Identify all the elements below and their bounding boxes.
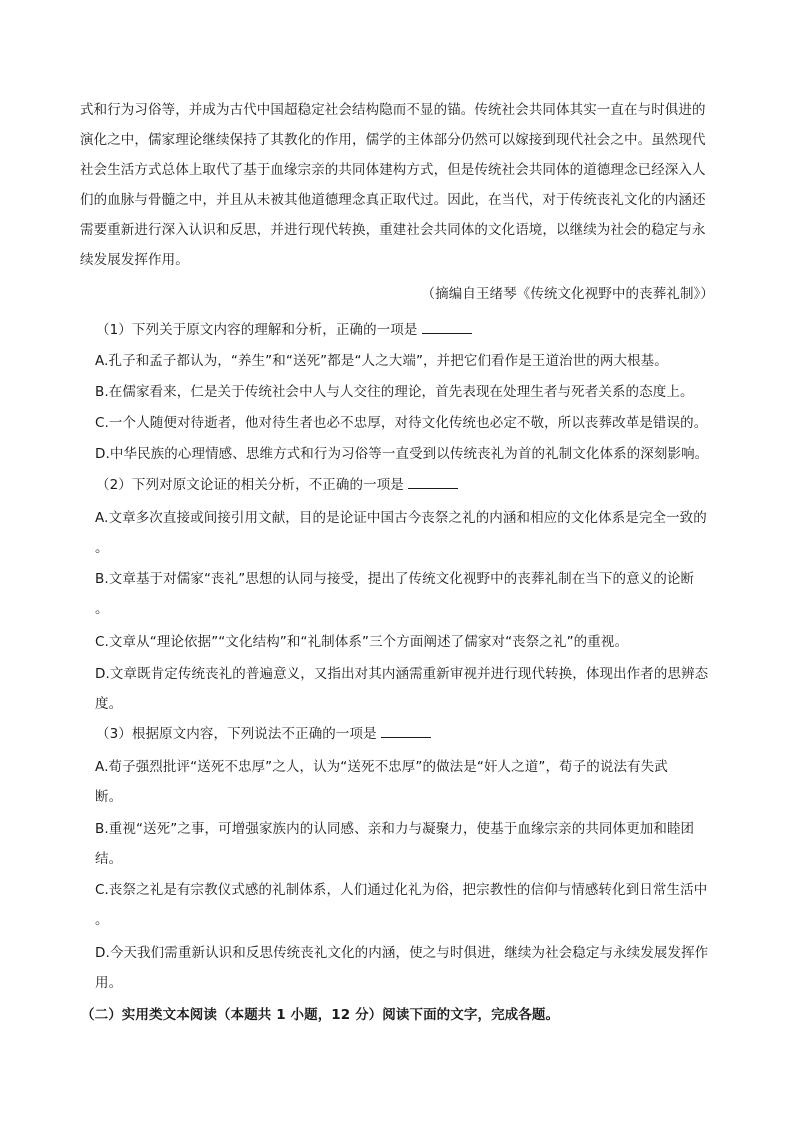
- question-stem-text: （2）下列对原文论证的相关分析，不正确的一项是: [96, 477, 404, 493]
- question-stem: [96, 476, 458, 494]
- question-stem: [96, 725, 431, 743]
- question-stem: [96, 321, 472, 339]
- passage-line: 们的血脉与骨髓之中，并且从未被其他道德理念真正取代过。因此，在当代，对于传统丧礼文化的内涵还: [80, 192, 706, 208]
- option-line: D.中华民族的心理情感、思维方式和行为习俗等一直受到以传统丧礼为首的礼制文化体系的深刻影响。: [95, 446, 709, 462]
- option-line: B.在儒家看来，仁是关于传统社会中人与人交往的理论，首先表现在处理生者与死者关系的态度上。: [95, 384, 694, 400]
- question-stem-text: （3）根据原文内容，下列说法不正确的一项是: [96, 726, 377, 742]
- passage-line: 演化之中，儒家理论继续保持了其教化的作用，儒学的主体部分仍然可以嫁接到现代社会之中。虽然现代: [80, 132, 706, 148]
- option-line-continued: 用。: [95, 975, 123, 991]
- passage-line: 式和行为习俗等，并成为古代中国超稳定社会结构隐而不显的锚。传统社会共同体其实一直在与时俱进的: [80, 102, 706, 118]
- question-stem-text: （1）下列关于原文内容的理解和分析，正确的一项是: [96, 322, 418, 338]
- option-line: A.文章多次直接或间接引用文献，目的是论证中国古今丧祭之礼的内涵和相应的文化体系是完全一致的: [95, 510, 707, 526]
- option-line: C.文章从“理论依据”“文化结构”和“礼制体系”三个方面阐述了儒家对“丧祭之礼”的重视。: [95, 634, 629, 650]
- passage-line: 需要重新进行深入认识和反思，并进行现代转换，重建社会共同体的文化语境，以继续为社会的稳定与永: [80, 222, 706, 238]
- answer-blank: [408, 476, 458, 489]
- option-line-continued: 。: [95, 601, 109, 617]
- option-line: A.孔子和孟子都认为，“养生”和“送死”都是“人之大端”，并把它们看作是王道治世的两大根基。: [95, 353, 668, 369]
- section-heading: （二）实用类文本阅读（本题共 1 小题，12 分）阅读下面的文字，完成各题。: [81, 1007, 560, 1023]
- option-line: B.重视“送死”之事，可增强家族内的认同感、亲和力与凝聚力，使基于血缘宗亲的共同体更加和睦团: [95, 821, 695, 837]
- option-line-continued: 。: [95, 912, 109, 928]
- option-line-continued: 。: [95, 540, 109, 556]
- answer-blank: [422, 321, 472, 334]
- option-line-continued: 结。: [95, 851, 123, 867]
- passage-source: （摘编自王绪琴《传统文化视野中的丧葬礼制》）: [421, 286, 714, 302]
- option-line: C.丧祭之礼是有宗教仪式感的礼制体系，人们通过化礼为俗，把宗教性的信仰与情感转化到日常生活中: [95, 882, 708, 898]
- option-line: A.荀子强烈批评“送死不忠厚”之人，认为“送死不忠厚”的做法是“奸人之道”，荀子的说法有失武: [95, 759, 668, 775]
- option-line-continued: 度。: [95, 696, 123, 712]
- option-line-continued: 断。: [95, 789, 123, 805]
- passage-line: 社会生活方式总体上取代了基于血缘宗亲的共同体建构方式，但是传统社会共同体的道德理念已经深入人: [80, 162, 706, 178]
- option-line: D.文章既肯定传统丧礼的普遍意义，又指出对其内涵需重新审视并进行现代转换，体现出作者的思辨态: [95, 666, 709, 682]
- option-line: D.今天我们需重新认识和反思传统丧礼文化的内涵，使之与时俱进，继续为社会稳定与永续发展发挥作: [95, 945, 709, 961]
- option-line: B.文章基于对儒家“丧礼”思想的认同与接受，提出了传统文化视野中的丧葬礼制在当下的意义的论断: [95, 571, 695, 587]
- answer-blank: [381, 725, 431, 738]
- option-line: C.一个人随便对待逝者，他对待生者也必不忠厚，对待文化传统也必定不敬，所以丧葬改革是错误的。: [95, 415, 708, 431]
- passage-line: 续发展发挥作用。: [80, 252, 189, 268]
